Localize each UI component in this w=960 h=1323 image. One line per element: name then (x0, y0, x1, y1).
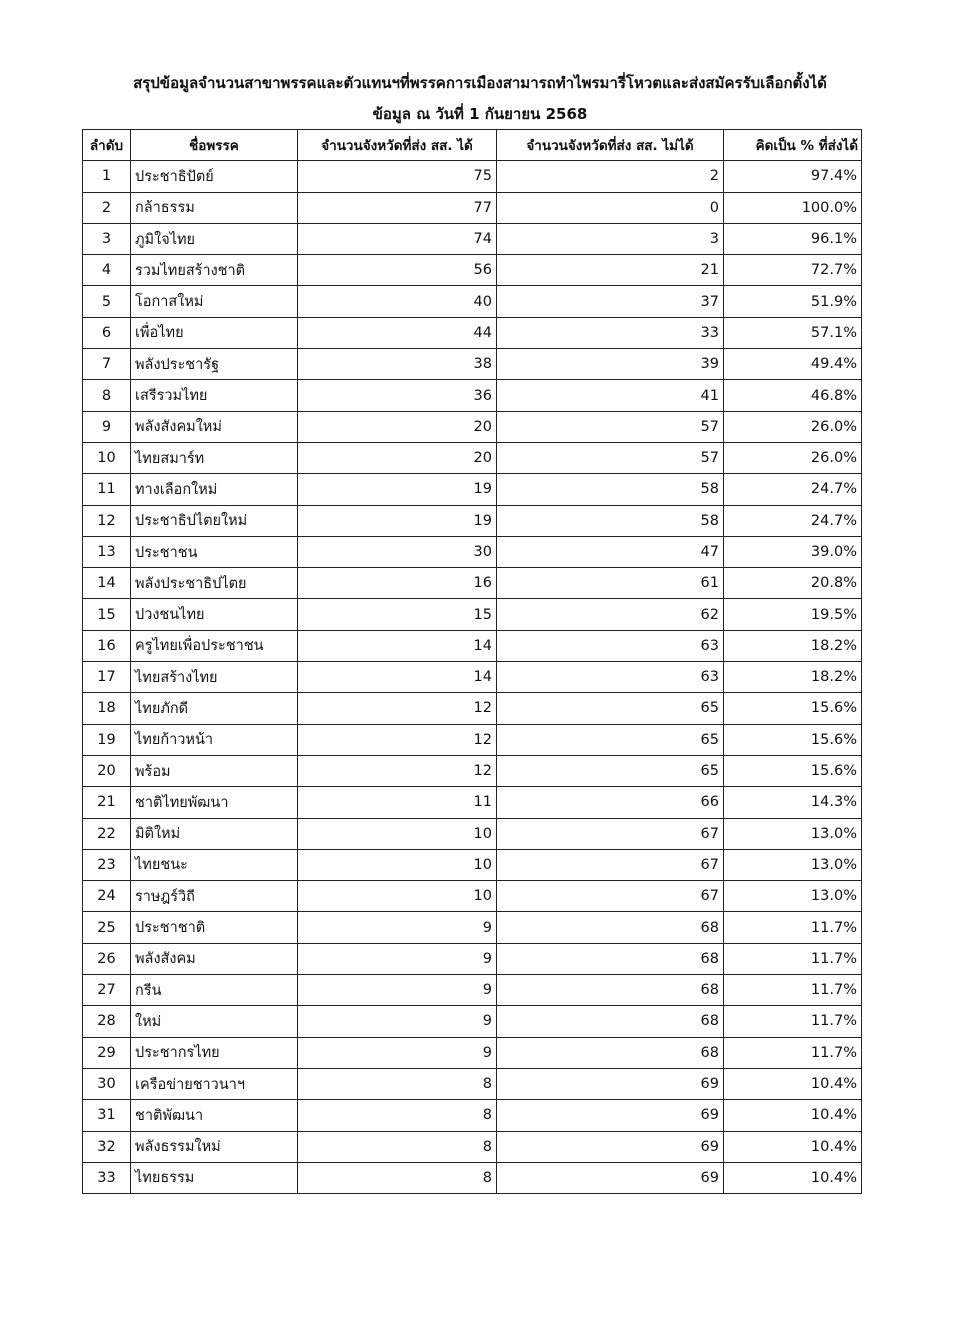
percent-can-send: 26.0% (724, 442, 862, 473)
can-send-count: 9 (298, 1037, 497, 1068)
row-number: 4 (83, 255, 131, 286)
cannot-send-count: 66 (497, 787, 724, 818)
table-row (83, 1162, 862, 1193)
row-number: 10 (83, 442, 131, 473)
row-number: 33 (83, 1162, 131, 1193)
party-name: รวมไทยสร้างชาติ (131, 255, 298, 286)
row-number: 24 (83, 881, 131, 912)
row-number: 9 (83, 411, 131, 442)
percent-can-send: 26.0% (724, 411, 862, 442)
party-name: มิติใหม่ (131, 818, 298, 849)
can-send-count: 20 (298, 411, 497, 442)
party-name: ราษฎร์วิถี (131, 881, 298, 912)
can-send-count: 9 (298, 943, 497, 974)
percent-can-send: 11.7% (724, 943, 862, 974)
percent-can-send: 14.3% (724, 787, 862, 818)
party-name: พลังธรรมใหม่ (131, 1131, 298, 1162)
table-header-row (83, 130, 862, 161)
party-name: โอกาสใหม่ (131, 286, 298, 317)
cannot-send-count: 65 (497, 755, 724, 786)
percent-can-send: 46.8% (724, 380, 862, 411)
percent-can-send: 49.4% (724, 349, 862, 380)
party-name: พลังสังคม (131, 943, 298, 974)
table-row (83, 849, 862, 880)
row-number: 2 (83, 192, 131, 223)
cannot-send-count: 0 (497, 192, 724, 223)
row-number: 6 (83, 317, 131, 348)
table-row (83, 192, 862, 223)
percent-can-send: 10.4% (724, 1162, 862, 1193)
header-can-send: จำนวนจังหวัดที่ส่ง สส. ได้ (298, 130, 497, 161)
row-number: 5 (83, 286, 131, 317)
row-number: 32 (83, 1131, 131, 1162)
party-name: ไทยสมาร์ท (131, 442, 298, 473)
party-name: ชาติไทยพัฒนา (131, 787, 298, 818)
row-number: 22 (83, 818, 131, 849)
row-number: 12 (83, 505, 131, 536)
party-name: เสรีรวมไทย (131, 380, 298, 411)
can-send-count: 8 (298, 1131, 497, 1162)
table-row (83, 724, 862, 755)
party-name: พลังประชารัฐ (131, 349, 298, 380)
cannot-send-count: 41 (497, 380, 724, 411)
table-row (83, 1006, 862, 1037)
percent-can-send: 20.8% (724, 568, 862, 599)
table-row (83, 1100, 862, 1131)
table-row (83, 1037, 862, 1068)
row-number: 3 (83, 223, 131, 254)
header-party-name: ชื่อพรรค (131, 130, 298, 161)
header-percent: คิดเป็น % ที่ส่งได้ (724, 130, 862, 161)
table-row (83, 975, 862, 1006)
can-send-count: 75 (298, 161, 497, 192)
can-send-count: 9 (298, 912, 497, 943)
table-row (83, 568, 862, 599)
percent-can-send: 18.2% (724, 662, 862, 693)
can-send-count: 20 (298, 442, 497, 473)
percent-can-send: 97.4% (724, 161, 862, 192)
can-send-count: 19 (298, 505, 497, 536)
table-row (83, 943, 862, 974)
table-row (83, 255, 862, 286)
row-number: 31 (83, 1100, 131, 1131)
can-send-count: 11 (298, 787, 497, 818)
party-name: เพื่อไทย (131, 317, 298, 348)
cannot-send-count: 21 (497, 255, 724, 286)
can-send-count: 44 (298, 317, 497, 348)
party-name: ไทยภักดี (131, 693, 298, 724)
row-number: 14 (83, 568, 131, 599)
can-send-count: 56 (298, 255, 497, 286)
cannot-send-count: 69 (497, 1068, 724, 1099)
row-number: 18 (83, 693, 131, 724)
table-row (83, 630, 862, 661)
can-send-count: 36 (298, 380, 497, 411)
can-send-count: 9 (298, 1006, 497, 1037)
cannot-send-count: 58 (497, 505, 724, 536)
percent-can-send: 24.7% (724, 505, 862, 536)
cannot-send-count: 69 (497, 1162, 724, 1193)
party-name: ประชาธิปัตย์ (131, 161, 298, 192)
can-send-count: 8 (298, 1100, 497, 1131)
row-number: 23 (83, 849, 131, 880)
table-row (83, 599, 862, 630)
percent-can-send: 24.7% (724, 474, 862, 505)
percent-can-send: 10.4% (724, 1131, 862, 1162)
can-send-count: 14 (298, 630, 497, 661)
header-cannot-send: จำนวนจังหวัดที่ส่ง สส. ไม่ได้ (497, 130, 724, 161)
percent-can-send: 15.6% (724, 693, 862, 724)
cannot-send-count: 65 (497, 693, 724, 724)
row-number: 1 (83, 161, 131, 192)
party-summary-table (82, 129, 862, 1194)
party-name: ภูมิใจไทย (131, 223, 298, 254)
party-name: ประชาชาติ (131, 912, 298, 943)
can-send-count: 15 (298, 599, 497, 630)
row-number: 13 (83, 536, 131, 567)
table-row (83, 442, 862, 473)
cannot-send-count: 62 (497, 599, 724, 630)
party-name: พร้อม (131, 755, 298, 786)
party-name: ทางเลือกใหม่ (131, 474, 298, 505)
table-row (83, 693, 862, 724)
table-row (83, 755, 862, 786)
cannot-send-count: 65 (497, 724, 724, 755)
cannot-send-count: 39 (497, 349, 724, 380)
row-number: 17 (83, 662, 131, 693)
party-name: ประชากรไทย (131, 1037, 298, 1068)
party-name: พลังประชาธิปไตย (131, 568, 298, 599)
cannot-send-count: 68 (497, 1006, 724, 1037)
table-row (83, 286, 862, 317)
party-name: ไทยธรรม (131, 1162, 298, 1193)
percent-can-send: 15.6% (724, 724, 862, 755)
percent-can-send: 51.9% (724, 286, 862, 317)
table-row (83, 161, 862, 192)
party-name: ครูไทยเพื่อประชาชน (131, 630, 298, 661)
cannot-send-count: 68 (497, 975, 724, 1006)
party-name: ประชาชน (131, 536, 298, 567)
percent-can-send: 19.5% (724, 599, 862, 630)
row-number: 11 (83, 474, 131, 505)
can-send-count: 40 (298, 286, 497, 317)
percent-can-send: 15.6% (724, 755, 862, 786)
percent-can-send: 10.4% (724, 1068, 862, 1099)
cannot-send-count: 57 (497, 442, 724, 473)
can-send-count: 30 (298, 536, 497, 567)
document-title: สรุปข้อมูลจำนวนสาขาพรรคและตัวแทนฯที่พรรคการเมืองสามารถทำไพรมารี่โหวตและส่งสมัครรับเลือกตั้งได้ (133, 74, 827, 92)
cannot-send-count: 47 (497, 536, 724, 567)
row-number: 29 (83, 1037, 131, 1068)
party-name: เครือข่ายชาวนาฯ (131, 1068, 298, 1099)
cannot-send-count: 69 (497, 1131, 724, 1162)
cannot-send-count: 37 (497, 286, 724, 317)
row-number: 27 (83, 975, 131, 1006)
can-send-count: 38 (298, 349, 497, 380)
data-date-subtitle: ข้อมูล ณ วันที่ 1 กันยายน 2568 (372, 105, 588, 123)
table-row (83, 505, 862, 536)
percent-can-send: 57.1% (724, 317, 862, 348)
table-row (83, 411, 862, 442)
table-row (83, 662, 862, 693)
can-send-count: 9 (298, 975, 497, 1006)
party-name: กรีน (131, 975, 298, 1006)
cannot-send-count: 67 (497, 849, 724, 880)
table-row (83, 1068, 862, 1099)
table-row (83, 380, 862, 411)
table-row (83, 818, 862, 849)
table-row (83, 912, 862, 943)
percent-can-send: 13.0% (724, 881, 862, 912)
percent-can-send: 39.0% (724, 536, 862, 567)
row-number: 28 (83, 1006, 131, 1037)
party-name: พลังสังคมใหม่ (131, 411, 298, 442)
can-send-count: 12 (298, 693, 497, 724)
party-name: ปวงชนไทย (131, 599, 298, 630)
party-name: กล้าธรรม (131, 192, 298, 223)
cannot-send-count: 68 (497, 912, 724, 943)
party-name: ไทยก้าวหน้า (131, 724, 298, 755)
row-number: 8 (83, 380, 131, 411)
cannot-send-count: 61 (497, 568, 724, 599)
percent-can-send: 11.7% (724, 975, 862, 1006)
can-send-count: 77 (298, 192, 497, 223)
row-number: 30 (83, 1068, 131, 1099)
can-send-count: 14 (298, 662, 497, 693)
cannot-send-count: 68 (497, 943, 724, 974)
percent-can-send: 11.7% (724, 912, 862, 943)
can-send-count: 10 (298, 881, 497, 912)
percent-can-send: 11.7% (724, 1037, 862, 1068)
cannot-send-count: 63 (497, 662, 724, 693)
cannot-send-count: 58 (497, 474, 724, 505)
can-send-count: 10 (298, 849, 497, 880)
cannot-send-count: 69 (497, 1100, 724, 1131)
row-number: 19 (83, 724, 131, 755)
can-send-count: 12 (298, 724, 497, 755)
percent-can-send: 18.2% (724, 630, 862, 661)
percent-can-send: 10.4% (724, 1100, 862, 1131)
table-row (83, 787, 862, 818)
cannot-send-count: 2 (497, 161, 724, 192)
row-number: 15 (83, 599, 131, 630)
party-name: ชาติพัฒนา (131, 1100, 298, 1131)
row-number: 20 (83, 755, 131, 786)
percent-can-send: 100.0% (724, 192, 862, 223)
header-no: ลำดับ (83, 130, 131, 161)
table-row (83, 536, 862, 567)
percent-can-send: 11.7% (724, 1006, 862, 1037)
can-send-count: 16 (298, 568, 497, 599)
can-send-count: 10 (298, 818, 497, 849)
table-row (83, 349, 862, 380)
percent-can-send: 96.1% (724, 223, 862, 254)
cannot-send-count: 63 (497, 630, 724, 661)
table-row (83, 881, 862, 912)
cannot-send-count: 67 (497, 881, 724, 912)
table-row (83, 474, 862, 505)
can-send-count: 74 (298, 223, 497, 254)
table-row (83, 317, 862, 348)
can-send-count: 19 (298, 474, 497, 505)
row-number: 25 (83, 912, 131, 943)
party-name: ประชาธิปไตยใหม่ (131, 505, 298, 536)
can-send-count: 8 (298, 1162, 497, 1193)
percent-can-send: 72.7% (724, 255, 862, 286)
cannot-send-count: 67 (497, 818, 724, 849)
row-number: 7 (83, 349, 131, 380)
cannot-send-count: 3 (497, 223, 724, 254)
party-name: ไทยสร้างไทย (131, 662, 298, 693)
party-name: ไทยชนะ (131, 849, 298, 880)
cannot-send-count: 33 (497, 317, 724, 348)
can-send-count: 8 (298, 1068, 497, 1099)
table-row (83, 1131, 862, 1162)
row-number: 26 (83, 943, 131, 974)
row-number: 16 (83, 630, 131, 661)
percent-can-send: 13.0% (724, 818, 862, 849)
row-number: 21 (83, 787, 131, 818)
cannot-send-count: 68 (497, 1037, 724, 1068)
percent-can-send: 13.0% (724, 849, 862, 880)
table-row (83, 223, 862, 254)
cannot-send-count: 57 (497, 411, 724, 442)
can-send-count: 12 (298, 755, 497, 786)
party-name: ใหม่ (131, 1006, 298, 1037)
